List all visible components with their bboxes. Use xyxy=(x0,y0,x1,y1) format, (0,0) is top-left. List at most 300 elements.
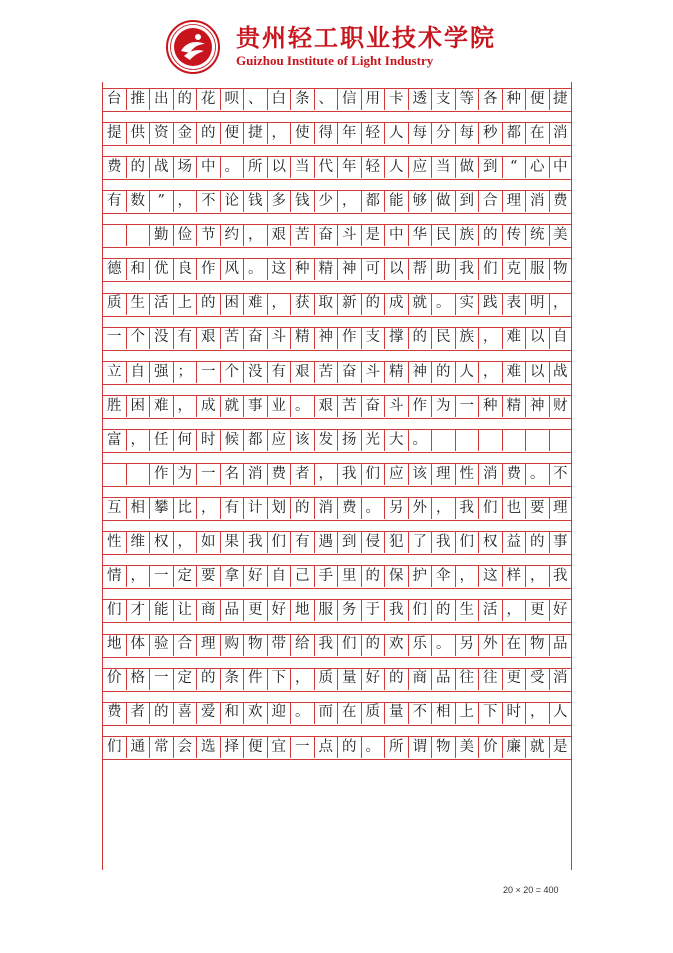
row-cells xyxy=(102,599,572,621)
grid-cell: 实 xyxy=(455,293,479,315)
grid-cell: 斗 xyxy=(384,395,408,417)
grid-cell: 外 xyxy=(478,634,502,656)
grid-cell: 难 xyxy=(502,327,526,349)
grid-cell xyxy=(126,463,150,485)
grid-cell: 另 xyxy=(455,634,479,656)
grid-cell: 一 xyxy=(149,668,173,690)
grid-cell: 代 xyxy=(314,156,338,178)
grid-cell: 格 xyxy=(126,668,150,690)
grid-cell: 奋 xyxy=(337,361,361,383)
grid-cell: 。 xyxy=(361,497,385,519)
grid-cell: 消 xyxy=(549,122,573,144)
row-cells xyxy=(102,531,572,553)
grid-cell: 作 xyxy=(149,463,173,485)
grid-cell: 应 xyxy=(408,156,432,178)
grid-cell: 作 xyxy=(196,258,220,280)
grid-cell: 合 xyxy=(173,634,197,656)
grid-cell: 费 xyxy=(502,463,526,485)
grid-cell: 的 xyxy=(196,668,220,690)
grid-row xyxy=(102,218,572,252)
grid-cell: 往 xyxy=(478,668,502,690)
grid-cell: 权 xyxy=(149,531,173,553)
grid-cell: 们 xyxy=(102,599,126,621)
grid-cell: 品 xyxy=(549,634,573,656)
grid-cell: 所 xyxy=(243,156,267,178)
grid-cell: 自 xyxy=(267,565,291,587)
page-header xyxy=(0,0,673,80)
grid-cell: 体 xyxy=(126,634,150,656)
grid-cell: 费 xyxy=(102,156,126,178)
grid-cell: 便 xyxy=(243,736,267,758)
grid-cell: 更 xyxy=(525,599,549,621)
grid-cell: 事 xyxy=(243,395,267,417)
grid-cell: 外 xyxy=(408,497,432,519)
grid-cell: 践 xyxy=(478,293,502,315)
grid-cell: 支 xyxy=(431,88,455,110)
grid-cell: 合 xyxy=(478,190,502,212)
grid-cell: 有 xyxy=(290,531,314,553)
grid-cell: 们 xyxy=(337,634,361,656)
grid-cell: 己 xyxy=(290,565,314,587)
grid-cell: 有 xyxy=(220,497,244,519)
grid-cell: 定 xyxy=(173,565,197,587)
grid-cell: 。 xyxy=(361,736,385,758)
grid-cell: 人 xyxy=(384,122,408,144)
grid-cell: 要 xyxy=(196,565,220,587)
grid-cell: 不 xyxy=(408,702,432,724)
grid-cell: 、 xyxy=(243,88,267,110)
grid-row xyxy=(102,662,572,696)
grid-cell: 获 xyxy=(290,293,314,315)
grid-cell: 我 xyxy=(455,258,479,280)
grid-cell: 族 xyxy=(455,224,479,246)
grid-cell: 作 xyxy=(408,395,432,417)
grid-cell xyxy=(525,429,549,451)
grid-cell xyxy=(549,429,573,451)
grid-cell: 上 xyxy=(455,702,479,724)
grid-cell: 样 xyxy=(502,565,526,587)
grid-cell: 消 xyxy=(525,190,549,212)
grid-cell: ， xyxy=(314,463,338,485)
grid-cell: 。 xyxy=(220,156,244,178)
grid-cell: 都 xyxy=(502,122,526,144)
grid-cell: 取 xyxy=(314,293,338,315)
grid-cell: 质 xyxy=(314,668,338,690)
grid-cell: 如 xyxy=(196,531,220,553)
grid-cell: 艰 xyxy=(314,395,338,417)
grid-cell: 精 xyxy=(384,361,408,383)
grid-cell: 质 xyxy=(102,293,126,315)
grid-cell: 者 xyxy=(290,463,314,485)
grid-cell: 所 xyxy=(384,736,408,758)
grid-cell: 攀 xyxy=(149,497,173,519)
grid-cell: 果 xyxy=(220,531,244,553)
grid-cell: 这 xyxy=(478,565,502,587)
grid-cell: 到 xyxy=(337,531,361,553)
row-cells xyxy=(102,463,572,485)
grid-cell: 的 xyxy=(431,361,455,383)
grid-cell: 护 xyxy=(408,565,432,587)
grid-cell: 费 xyxy=(102,702,126,724)
grid-cell: 乐 xyxy=(408,634,432,656)
row-cells xyxy=(102,497,572,519)
grid-cell: 服 xyxy=(525,258,549,280)
grid-cell: 的 xyxy=(126,156,150,178)
grid-cell: 消 xyxy=(549,668,573,690)
grid-cell: 价 xyxy=(478,736,502,758)
grid-cell: 商 xyxy=(408,668,432,690)
grid-cell: 。 xyxy=(290,395,314,417)
grid-cell: 苦 xyxy=(314,361,338,383)
grid-cell: 带 xyxy=(267,634,291,656)
grid-cell: 推 xyxy=(126,88,150,110)
row-cells xyxy=(102,122,572,144)
grid-cell: 廉 xyxy=(502,736,526,758)
grid-cell: ， xyxy=(502,599,526,621)
grid-cell: 性 xyxy=(455,463,479,485)
grid-cell: 好 xyxy=(549,599,573,621)
grid-cell: 台 xyxy=(102,88,126,110)
grid-cell: 下 xyxy=(478,702,502,724)
grid-cell: 会 xyxy=(173,736,197,758)
row-cells xyxy=(102,258,572,280)
grid-cell: 财 xyxy=(549,395,573,417)
row-cells xyxy=(102,395,572,417)
grid-cell: 里 xyxy=(337,565,361,587)
grid-cell: 性 xyxy=(102,531,126,553)
grid-cell: 当 xyxy=(290,156,314,178)
grid-cell: ， xyxy=(478,361,502,383)
grid-cell: 候 xyxy=(220,429,244,451)
grid-cell: 品 xyxy=(220,599,244,621)
grid-cell: 服 xyxy=(314,599,338,621)
grid-cell: ， xyxy=(431,497,455,519)
grid-cell: 富 xyxy=(102,429,126,451)
grid-cell: 使 xyxy=(290,122,314,144)
grid-cell: 艰 xyxy=(196,327,220,349)
grid-cell: 互 xyxy=(102,497,126,519)
grid-cell: 奋 xyxy=(361,395,385,417)
grid-cell: 呗 xyxy=(220,88,244,110)
grid-cell: 明 xyxy=(525,293,549,315)
grid-cell: 没 xyxy=(149,327,173,349)
grid-cell xyxy=(102,463,126,485)
grid-cell: 克 xyxy=(502,258,526,280)
grid-cell: 下 xyxy=(267,668,291,690)
grid-cell: 应 xyxy=(384,463,408,485)
grid-cell: 就 xyxy=(525,736,549,758)
grid-cell: 良 xyxy=(173,258,197,280)
grid-cell: 族 xyxy=(455,327,479,349)
grid-cell: 胜 xyxy=(102,395,126,417)
grid-cell: 让 xyxy=(173,599,197,621)
grid-cell: 好 xyxy=(267,599,291,621)
grid-cell: 条 xyxy=(290,88,314,110)
grid-cell: 苦 xyxy=(220,327,244,349)
grid-cell: 们 xyxy=(455,531,479,553)
grid-cell: 的 xyxy=(525,531,549,553)
grid-cell: 就 xyxy=(220,395,244,417)
grid-cell: 的 xyxy=(361,293,385,315)
grid-cell: 欢 xyxy=(384,634,408,656)
grid-cell: 传 xyxy=(502,224,526,246)
grid-cell: 相 xyxy=(431,702,455,724)
grid-cell: 斗 xyxy=(361,361,385,383)
row-cells xyxy=(102,702,572,724)
grid-cell: ， xyxy=(337,190,361,212)
grid-cell: 能 xyxy=(149,599,173,621)
grid-cell: 新 xyxy=(337,293,361,315)
grid-cell: 时 xyxy=(196,429,220,451)
grid-cell: 理 xyxy=(196,634,220,656)
grid-cell: 于 xyxy=(361,599,385,621)
grid-cell: 们 xyxy=(102,736,126,758)
grid-cell: 有 xyxy=(173,327,197,349)
grid-cell: 白 xyxy=(267,88,291,110)
grid-cell: 金 xyxy=(173,122,197,144)
grid-cell: 就 xyxy=(408,293,432,315)
grid-cell: 勤 xyxy=(149,224,173,246)
grid-cell: 受 xyxy=(525,668,549,690)
grid-cell: 们 xyxy=(267,531,291,553)
grid-cell: 理 xyxy=(431,463,455,485)
grid-cell: 了 xyxy=(408,531,432,553)
grid-cell: 我 xyxy=(384,599,408,621)
grid-cell: 量 xyxy=(337,668,361,690)
grid-cell: 风 xyxy=(220,258,244,280)
grid-cell: 资 xyxy=(149,122,173,144)
grid-cell: 统 xyxy=(525,224,549,246)
grid-cell: 支 xyxy=(361,327,385,349)
grid-cell: ， xyxy=(525,565,549,587)
grid-cell: 成 xyxy=(384,293,408,315)
grid-cell: 活 xyxy=(478,599,502,621)
grid-cell: 是 xyxy=(549,736,573,758)
grid-cell: 理 xyxy=(549,497,573,519)
grid-cell: 商 xyxy=(196,599,220,621)
grid-cell: 爱 xyxy=(196,702,220,724)
grid-cell: 成 xyxy=(196,395,220,417)
grid-cell: 犯 xyxy=(384,531,408,553)
grid-cell: 在 xyxy=(525,122,549,144)
grid-cell: 大 xyxy=(384,429,408,451)
grid-cell: 在 xyxy=(502,634,526,656)
grid-cell: 。 xyxy=(525,463,549,485)
grid-cell: 用 xyxy=(361,88,385,110)
grid-cell: 名 xyxy=(220,463,244,485)
grid-cell: 出 xyxy=(149,88,173,110)
grid-cell: 立 xyxy=(102,361,126,383)
grid-cell: 分 xyxy=(431,122,455,144)
grid-cell: 手 xyxy=(314,565,338,587)
grid-cell: 艰 xyxy=(290,361,314,383)
grid-cell: 困 xyxy=(220,293,244,315)
grid-cell: 都 xyxy=(243,429,267,451)
grid-cell: 少 xyxy=(314,190,338,212)
grid-cell: 物 xyxy=(431,736,455,758)
grid-cell: 该 xyxy=(290,429,314,451)
grid-row xyxy=(102,389,572,423)
grid-cell: 我 xyxy=(337,463,361,485)
grid-cell: 光 xyxy=(361,429,385,451)
grid-cell: 保 xyxy=(384,565,408,587)
grid-cell xyxy=(102,224,126,246)
grid-cell: 捷 xyxy=(549,88,573,110)
grid-cell: 便 xyxy=(525,88,549,110)
grid-cell: 何 xyxy=(173,429,197,451)
row-cells xyxy=(102,190,572,212)
grid-cell: 民 xyxy=(431,224,455,246)
grid-cell: 困 xyxy=(126,395,150,417)
grid-cell: 消 xyxy=(243,463,267,485)
grid-row xyxy=(102,593,572,627)
row-cells xyxy=(102,634,572,656)
grid-cell: 更 xyxy=(502,668,526,690)
grid-cell: 年 xyxy=(337,122,361,144)
grid-cell: 便 xyxy=(220,122,244,144)
grid-cell: 种 xyxy=(290,258,314,280)
grid-cell: 做 xyxy=(431,190,455,212)
grid-cell: 地 xyxy=(290,599,314,621)
grid-cell: 花 xyxy=(196,88,220,110)
grid-cell: 宜 xyxy=(267,736,291,758)
grid-cell: ， xyxy=(126,565,150,587)
grid-cell: 生 xyxy=(455,599,479,621)
grid-cell: 轻 xyxy=(361,156,385,178)
grid-cell: 能 xyxy=(384,190,408,212)
grid-cell: 好 xyxy=(361,668,385,690)
grid-cell: 常 xyxy=(149,736,173,758)
row-cells xyxy=(102,293,572,315)
grid-cell: 和 xyxy=(126,258,150,280)
school-name-en: Guizhou Institute of Light Industry xyxy=(236,53,434,68)
grid-cell: 秒 xyxy=(478,122,502,144)
grid-cell: 喜 xyxy=(173,702,197,724)
grid-cell: 以 xyxy=(525,361,549,383)
grid-cell: 强 xyxy=(149,361,173,383)
grid-cell: 选 xyxy=(196,736,220,758)
row-cells xyxy=(102,736,572,758)
grid-cell: 做 xyxy=(455,156,479,178)
grid-row xyxy=(102,82,572,116)
grid-cell: 中 xyxy=(384,224,408,246)
grid-cell: 神 xyxy=(314,327,338,349)
grid-cell: 年 xyxy=(337,156,361,178)
grid-cell: 个 xyxy=(126,327,150,349)
grid-cell: 有 xyxy=(267,361,291,383)
grid-cell: 一 xyxy=(196,361,220,383)
grid-cell: 们 xyxy=(478,258,502,280)
composition-grid xyxy=(102,82,572,764)
grid-cell: 应 xyxy=(267,429,291,451)
grid-cell: ， xyxy=(525,702,549,724)
grid-cell: 作 xyxy=(337,327,361,349)
grid-cell: 品 xyxy=(431,668,455,690)
grid-cell: ， xyxy=(173,531,197,553)
grid-cell: ， xyxy=(478,327,502,349)
grid-cell: 难 xyxy=(243,293,267,315)
grid-cell: 供 xyxy=(126,122,150,144)
grid-cell xyxy=(126,224,150,246)
grid-cell: 表 xyxy=(502,293,526,315)
grid-cell: 验 xyxy=(149,634,173,656)
grid-cell: 更 xyxy=(243,599,267,621)
grid-cell: 一 xyxy=(196,463,220,485)
grid-row xyxy=(102,696,572,730)
grid-cell: 提 xyxy=(102,122,126,144)
grid-cell: 人 xyxy=(549,702,573,724)
grid-cell: ， xyxy=(243,224,267,246)
row-cells xyxy=(102,429,572,451)
grid-cell: 为 xyxy=(431,395,455,417)
grid-cell: 价 xyxy=(102,668,126,690)
grid-cell: 消 xyxy=(314,497,338,519)
grid-cell: 侵 xyxy=(361,531,385,553)
grid-cell: ， xyxy=(173,190,197,212)
grid-cell: 多 xyxy=(267,190,291,212)
grid-cell: 维 xyxy=(126,531,150,553)
grid-cell: 遇 xyxy=(314,531,338,553)
grid-cell: 节 xyxy=(196,224,220,246)
grid-cell: 们 xyxy=(361,463,385,485)
grid-cell: 我 xyxy=(549,565,573,587)
grid-cell: 数 xyxy=(126,190,150,212)
grid-cell: 这 xyxy=(267,258,291,280)
grid-cell: 斗 xyxy=(267,327,291,349)
character-count-label: 20 × 20 = 400 xyxy=(503,885,559,895)
row-cells xyxy=(102,224,572,246)
grid-cell: 没 xyxy=(243,361,267,383)
grid-cell: 信 xyxy=(337,88,361,110)
grid-cell: 的 xyxy=(149,702,173,724)
row-cells xyxy=(102,88,572,110)
grid-row xyxy=(102,628,572,662)
grid-cell: 权 xyxy=(478,531,502,553)
grid-cell: ， xyxy=(455,565,479,587)
grid-cell: 的 xyxy=(196,122,220,144)
grid-cell: 要 xyxy=(525,497,549,519)
grid-cell: 有 xyxy=(102,190,126,212)
grid-cell: 业 xyxy=(267,395,291,417)
school-name-cn: 贵州轻工职业技术学院 xyxy=(236,23,496,52)
grid-cell: 个 xyxy=(220,361,244,383)
grid-cell: 苦 xyxy=(290,224,314,246)
grid-cell: 精 xyxy=(314,258,338,280)
grid-cell: 约 xyxy=(220,224,244,246)
grid-cell: 为 xyxy=(173,463,197,485)
grid-cell: 德 xyxy=(102,258,126,280)
grid-cell: 场 xyxy=(173,156,197,178)
grid-cell: 每 xyxy=(455,122,479,144)
grid-cell: ， xyxy=(290,668,314,690)
grid-cell: 帮 xyxy=(408,258,432,280)
grid-cell: 是 xyxy=(361,224,385,246)
grid-row xyxy=(102,730,572,764)
grid-cell: 苦 xyxy=(337,395,361,417)
grid-cell: 。 xyxy=(243,258,267,280)
grid-cell: 难 xyxy=(502,361,526,383)
grid-row xyxy=(102,287,572,321)
grid-cell: 透 xyxy=(408,88,432,110)
grid-cell: 购 xyxy=(220,634,244,656)
grid-cell: 我 xyxy=(243,531,267,553)
grid-cell: 给 xyxy=(290,634,314,656)
grid-cell: 定 xyxy=(173,668,197,690)
row-cells xyxy=(102,327,572,349)
grid-cell: 也 xyxy=(502,497,526,519)
grid-cell: ， xyxy=(267,293,291,315)
grid-cell: 一 xyxy=(149,565,173,587)
